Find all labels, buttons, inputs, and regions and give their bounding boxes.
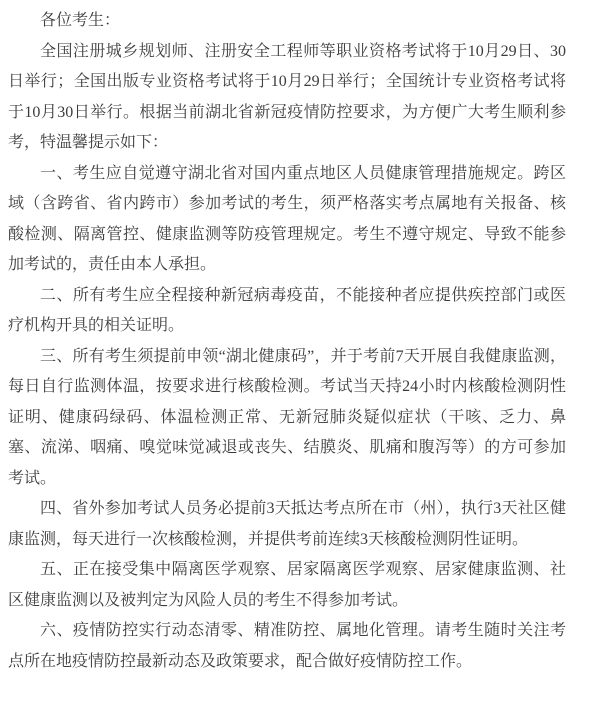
item-1-paragraph: 一、考生应自觉遵守湖北省对国内重点地区人员健康管理措施规定。跨区域（含跨省、省内跨市）参加考试的考生，须严格落实考点属地有关报备、核酸检测、隔离管控、健康监测等防疫管理规定。考生不遵守规定、导致不能参加考试的，责任由本人承担。 [8,164,566,273]
item-2-paragraph: 二、所有考生应全程接种新冠病毒疫苗，不能接种者应提供疾控部门或医疗机构开具的相关证明。 [8,286,566,334]
item-5-paragraph: 五、正在接受集中隔离医学观察、居家隔离医学观察、居家健康监测、社区健康监测以及被判定为风险人员的考生不得参加考试。 [8,561,566,609]
item-4-paragraph: 四、省外参加考试人员务必提前3天抵达考点所在市（州），执行3天社区健康监测，每天进行一次核酸检测，并提供考前连续3天核酸检测阴性证明。 [8,500,566,548]
salutation: 各位考生： [40,12,121,29]
intro-paragraph: 全国注册城乡规划师、注册安全工程师等职业资格考试将于10月29日、30日举行；全国出版专业资格考试将于10月29日举行；全国统计专业资格考试将于10月30日举行。根据当前湖北省新冠疫情防控要求，为方便广大考生顺利参考，特温馨提示如下： [8,42,566,151]
item-6-paragraph: 六、疫情防控实行动态清零、精准防控、属地化管理。请考生随时关注考点所在地疫情防控最新动态及政策要求，配合做好疫情防控工作。 [8,622,566,670]
item-3-paragraph: 三、所有考生须提前申领“湖北健康码”，并于考前7天开展自我健康监测，每日自行监测体温，按要求进行核酸检测。考试当天持24小时内核酸检测阴性证明、健康码绿码、体温检测正常、无新冠肺炎疑似症状（干咳、乏力、鼻塞、流涕、咽痛、嗅觉味觉减退或丧失、结膜炎、肌痛和腹泻等）的方可参加考试。 [8,347,566,487]
